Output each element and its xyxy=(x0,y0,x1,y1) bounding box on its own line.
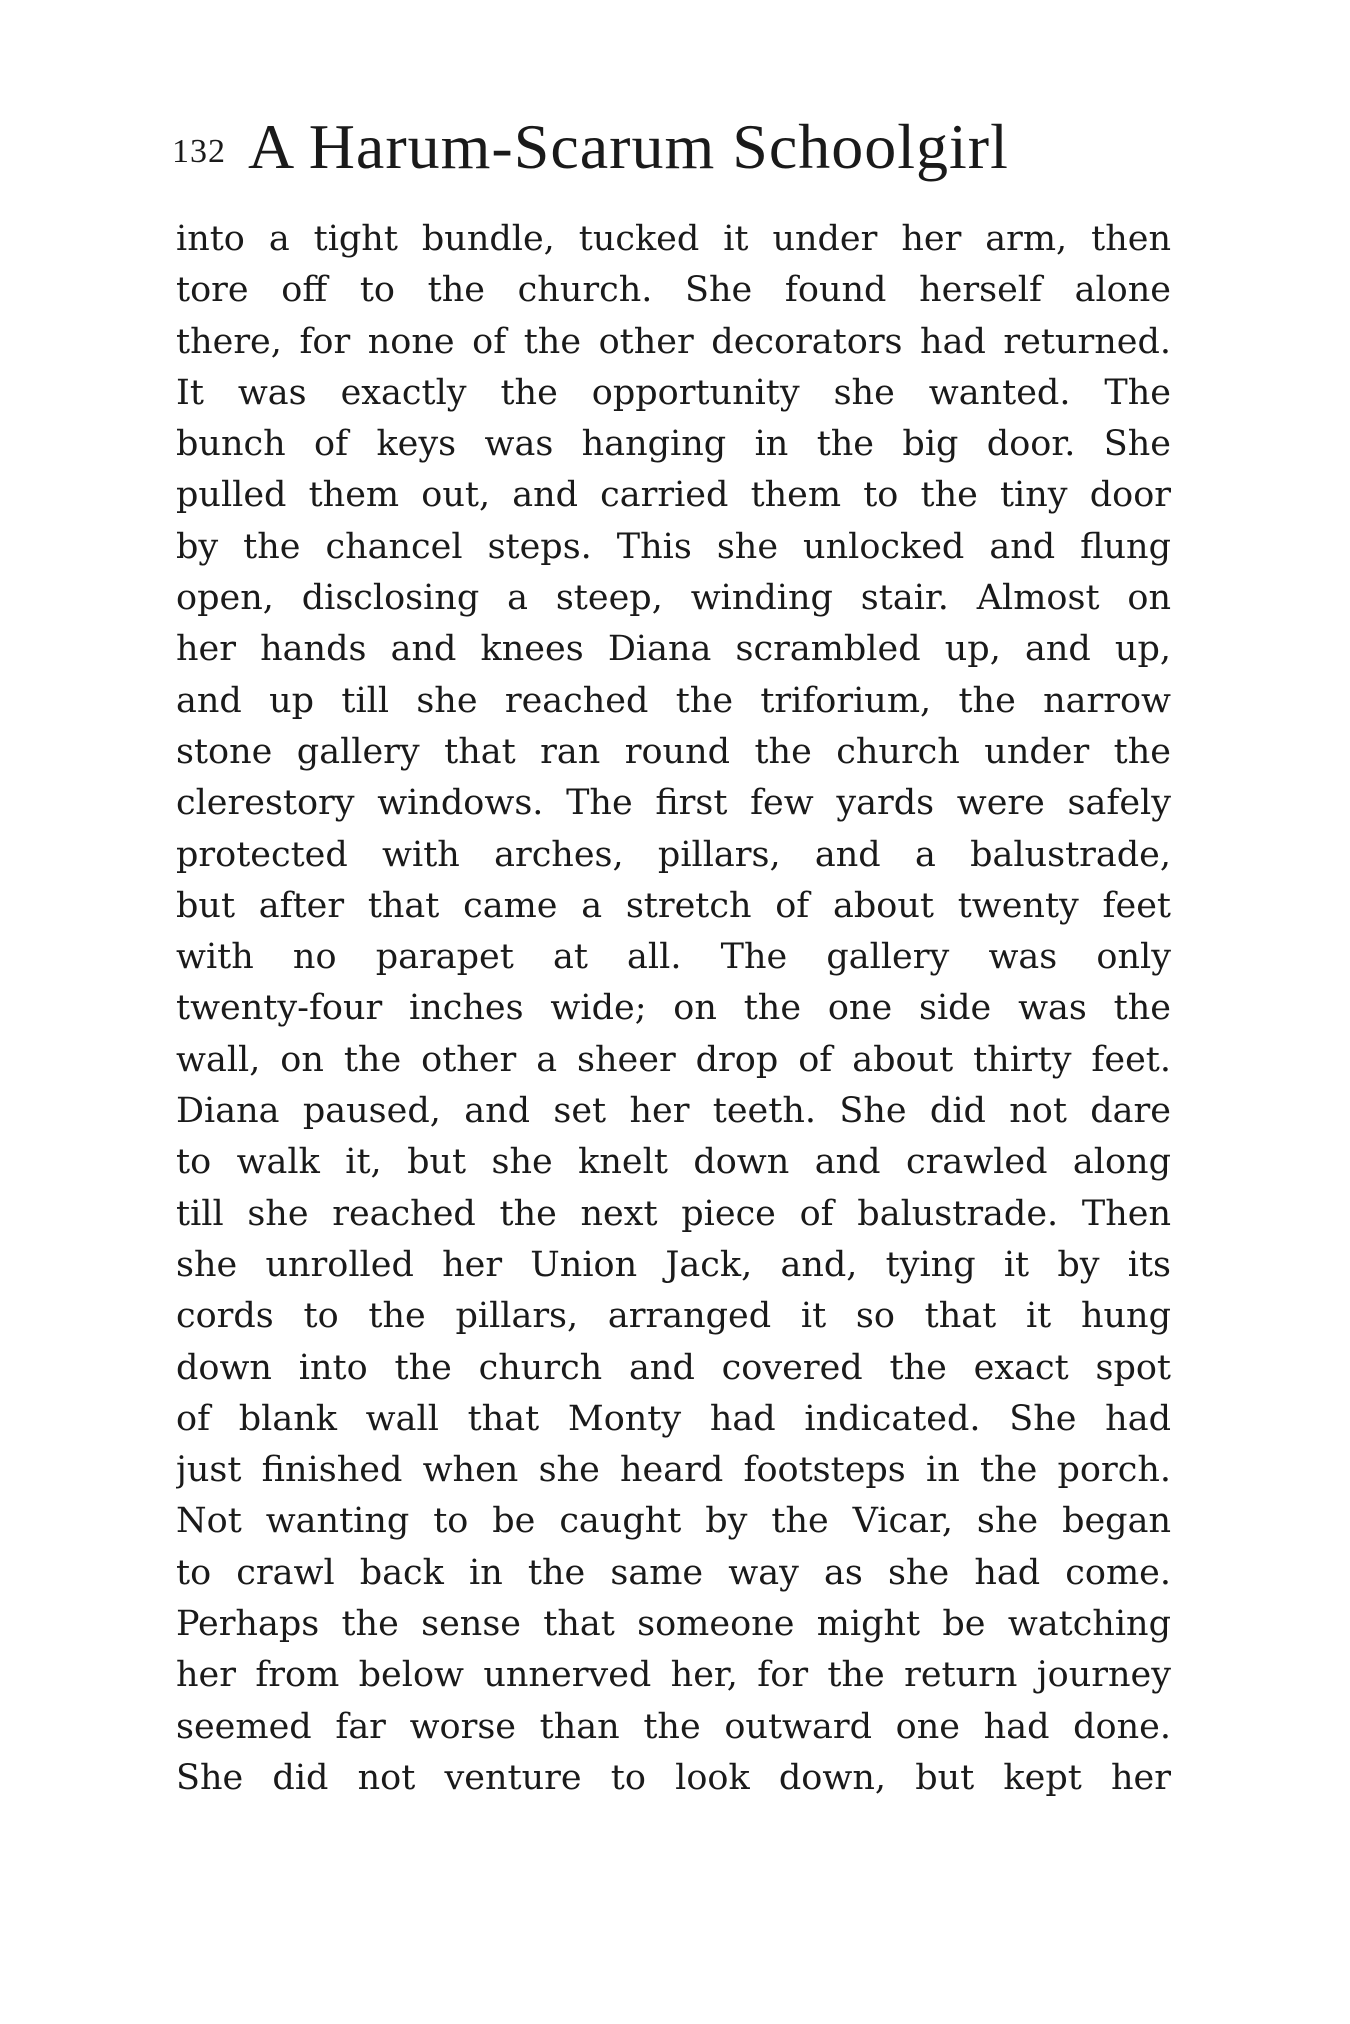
text-line: with no parapet at all. The gallery was only xyxy=(176,937,1171,978)
text-line: Diana paused, and set her teeth. She did not dare xyxy=(176,1091,1171,1132)
text-line: tore off to the church. She found herself alone xyxy=(176,270,1171,311)
text-line: her hands and knees Diana scrambled up, and up, xyxy=(176,629,1171,670)
text-line: wall, on the other a sheer drop of about thirty feet. xyxy=(176,1039,1171,1080)
text-line: into a tight bundle, tucked it under her arm, then xyxy=(176,219,1171,259)
text-line: She did not venture to look down, but kept her xyxy=(176,1757,1171,1798)
text-line: to walk it, but she knelt down and crawled along xyxy=(176,1142,1171,1183)
text-line: but after that came a stretch of about twenty feet xyxy=(176,885,1171,926)
text-line: her from below unnerved her, for the return journey xyxy=(176,1655,1171,1696)
text-line: cords to the pillars, arranged it so that it hung xyxy=(176,1296,1171,1337)
text-line: down into the church and covered the exact spot xyxy=(176,1347,1171,1388)
text-line: by the chancel steps. This she unlocked and flung xyxy=(176,526,1171,567)
page-number: 132 xyxy=(172,133,226,170)
text-line: protected with arches, pillars, and a balustrade, xyxy=(176,834,1171,875)
text-line: and up till she reached the triforium, the narrow xyxy=(176,680,1171,721)
text-line: bunch of keys was hanging in the big door. She xyxy=(176,424,1171,465)
text-line: just finished when she heard footsteps in the porch. xyxy=(176,1450,1171,1491)
running-head xyxy=(172,110,1072,200)
text-line: Not wanting to be caught by the Vicar, she began xyxy=(176,1501,1171,1542)
text-line: stone gallery that ran round the church under the xyxy=(176,731,1171,772)
text-line: of blank wall that Monty had indicated. She had xyxy=(176,1398,1171,1439)
text-line: clerestory windows. The first few yards were safely xyxy=(176,783,1171,824)
text-line: open, disclosing a steep, winding stair. Almost on xyxy=(176,578,1171,619)
text-line: Perhaps the sense that someone might be watching xyxy=(176,1604,1171,1645)
text-line: to crawl back in the same way as she had come. xyxy=(176,1552,1171,1593)
text-line: till she reached the next piece of balustrade. Then xyxy=(176,1193,1171,1234)
text-line: pulled them out, and carried them to the tiny door xyxy=(176,475,1171,516)
body-text xyxy=(176,214,1171,1804)
text-line: there, for none of the other decorators had returned. xyxy=(176,321,1171,362)
text-line: seemed far worse than the outward one had done. xyxy=(176,1706,1171,1747)
text-line: she unrolled her Union Jack, and, tying it by its xyxy=(176,1244,1171,1285)
text-line: It was exactly the opportunity she wanted. The xyxy=(176,372,1171,413)
text-line: twenty-four inches wide; on the one side was the xyxy=(176,988,1171,1029)
book-title: A Harum-Scarum Schoolgirl xyxy=(248,111,1009,182)
